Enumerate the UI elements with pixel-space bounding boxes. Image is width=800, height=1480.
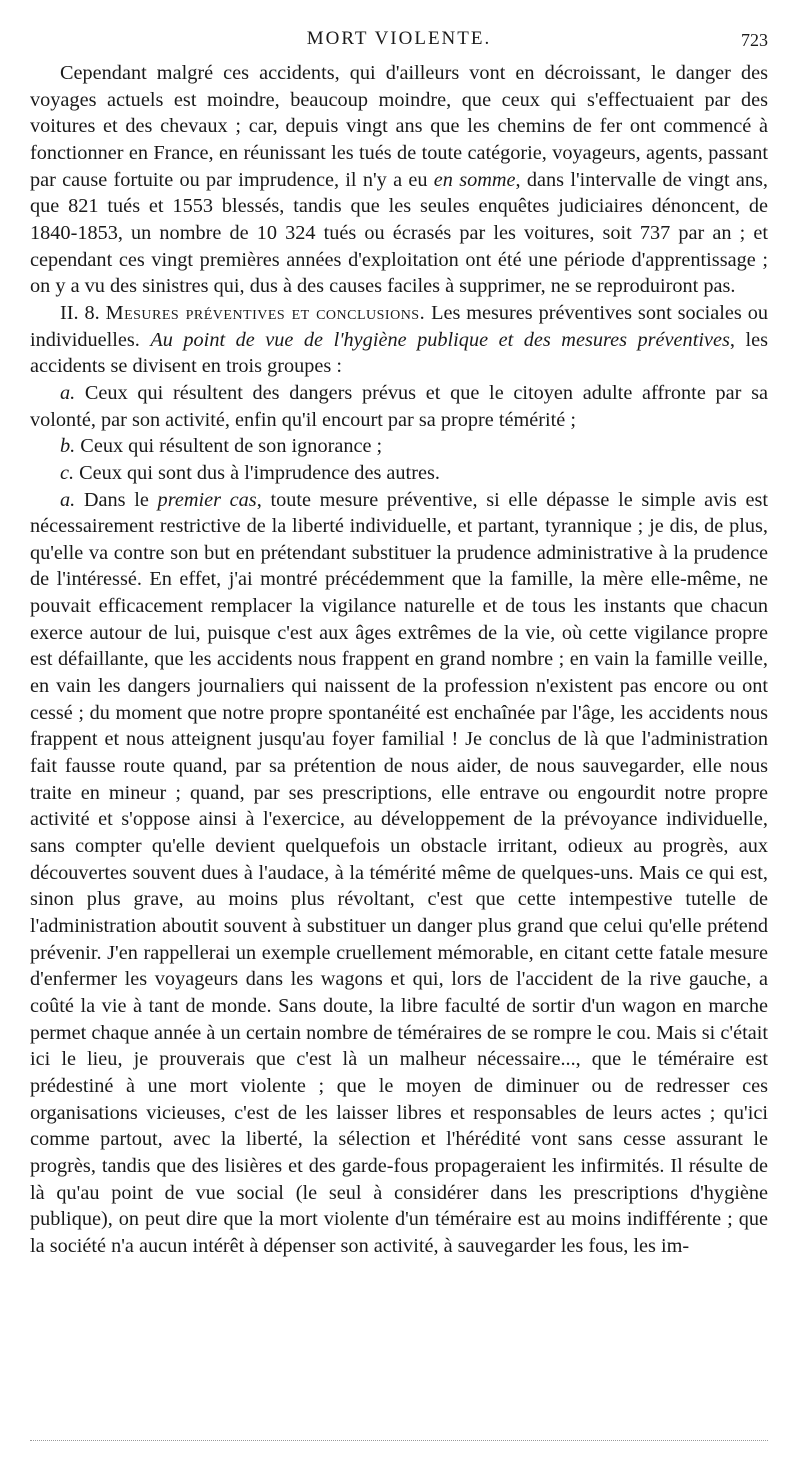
- list-item-a: [30, 380, 768, 433]
- body-text: [30, 60, 768, 1260]
- list-letter: a.: [60, 381, 76, 404]
- paragraph-text: Les mesures préventives sont sociales ou individuelles.: [30, 301, 768, 351]
- footer-rule: [30, 1440, 768, 1441]
- list-letter: b.: [60, 435, 76, 458]
- page-number: 723: [741, 30, 768, 50]
- emphasis-text: Au point de vue de l'hygiène publique et des mesures préventives: [150, 328, 730, 351]
- paragraph-text: , dans l'intervalle de vingt ans, que 821 tués et 1553 blessés, tandis que les seules enquêtes judiciaires dénoncent, de 1840-1853, un nombre de 10 324 tués ou écrasés par les voitures, soit 737 par an ; et cependant ces vingt premières années d'exploitation ont été une période d'apprentissage ; on y a vu des sinistres qui, dus à des causes faciles à supprimer, ne se reproduiront pas.: [30, 168, 769, 298]
- paragraph-text: , les accidents se divisent en trois groupes :: [30, 328, 768, 378]
- emphasis-text: en somme: [433, 168, 516, 191]
- book-page: [30, 28, 768, 1260]
- paragraph-text: Dans le: [83, 488, 149, 511]
- paragraph-text: Cependant malgré ces accidents, qui d'ailleurs vont en décroissant, le danger des voyages actuels est moindre, beaucoup moindre, que ceux qui s'effectuaient par des voitures et des chevaux ; car, depuis vingt ans que les chemins de fer ont commencé à fonctionner en France, en réunissant les tués de toute catégorie, voyageurs, agents, passant par cause fortuite ou par imprudence, il n'y a eu: [30, 62, 768, 191]
- list-item-text: Ceux qui résultent des dangers prévus et que le citoyen adulte affronte par sa volonté, par son activité, enfin qu'il encourt par sa propre témérité ;: [30, 381, 768, 431]
- running-title: MORT VIOLENTE.: [306, 28, 492, 49]
- list-item-c: [30, 460, 768, 487]
- paragraph-text: , toute mesure préventive, si elle dépasse le simple avis est nécessairement restrictive de la liberté individuelle, et partant, tyrannique ; je dis, de plus, qu'elle va contre son but en prétendant substituer la prudence administrative à la prudence de l'intéressé. En effet, j'ai montré précédemment que la famille, la mère elle-même, ne pouvait efficacement remplacer la vigilance naturelle et de tous les instants que chacun exerce autour de lui, puisque c'est aux âges extrêmes de la vie, où cette vigilance propre est défaillante, que les accidents nous frappent en grand nombre ; en vain la famille veille, en vain les dangers journaliers qui naissent de la profession n'existent pas encore ou ont cessé ; du moment que notre propre spontanéité est enchaînée par l'âge, les accidents nous frappent et nous atteignent jusqu'au foyer familial ! Je conclus de là que l'administration fait fausse route quand, par sa prétention de nous aider, de nous sauvegarder, elle nous traite en mineur ; quand, par ses prescriptions, elle entrave ou engourdit notre propre activité et s'oppose ainsi à l'exercice, au développement de la prévoyance individuelle, sans compter qu'elle devient quelquefois un obstacle irritant, odieux au progrès, aux découvertes souvent dues à l'audace, à la témérité même de quelques-uns. Mais ce qui est, sinon plus grave, au moins plus révoltant, c'est que cette intempestive tutelle de l'administration aboutit souvent à substituer un danger plus grand que celui qu'elle prétend prévenir. J'en rappellerai un exemple cruellement mémorable, en citant cette fatale mesure d'enfermer les voyageurs dans les wagons et qui, lors de l'accident de la rive gauche, a coûté la vie à tant de monde. Sans doute, la libre faculté de sortir d'un wagon en marche permet chaque année à un certain nombre de téméraires de se rompre le cou. Mais si c'était ici le lieu, je prouverais que c'est là un malheur nécessaire..., que le téméraire est prédestiné à une mort violente ; que le moyen de diminuer ou de redresser ces organisations vicieuses, c'est de les laisser libres et responsables de leurs actes ; qu'ici comme partout, avec la liberté, la sélection et l'hérédité vont sans cesse assurant le progrès, tandis que des lisières et des garde-fous propageraient les infirmités. Il résulte de là qu'au point de vue social (le seul à considérer dans les prescriptions d'hygiène publique), on peut dire que la mort violente d'un téméraire est au moins indifférente ; que la société n'a aucun intérêt à dépenser son activité, à sauvegarder les fous, les im-: [30, 488, 768, 1257]
- list-item-text: Ceux qui résultent de son ignorance ;: [80, 435, 383, 458]
- emphasis-text: premier cas: [157, 488, 257, 511]
- list-item-text: Ceux qui sont dus à l'imprudence des autres.: [79, 461, 440, 484]
- running-head: [30, 28, 768, 60]
- section-number: II. 8.: [60, 301, 100, 324]
- list-letter: c.: [60, 461, 75, 484]
- section-heading: Mesures préventives et conclusions.: [105, 301, 426, 324]
- list-item-b: [30, 433, 768, 460]
- list-letter: a.: [60, 488, 76, 511]
- paragraph-preventive-measures: [30, 300, 768, 380]
- paragraph-railway-statistics: [30, 60, 768, 300]
- paragraph-first-case: [30, 487, 768, 1260]
